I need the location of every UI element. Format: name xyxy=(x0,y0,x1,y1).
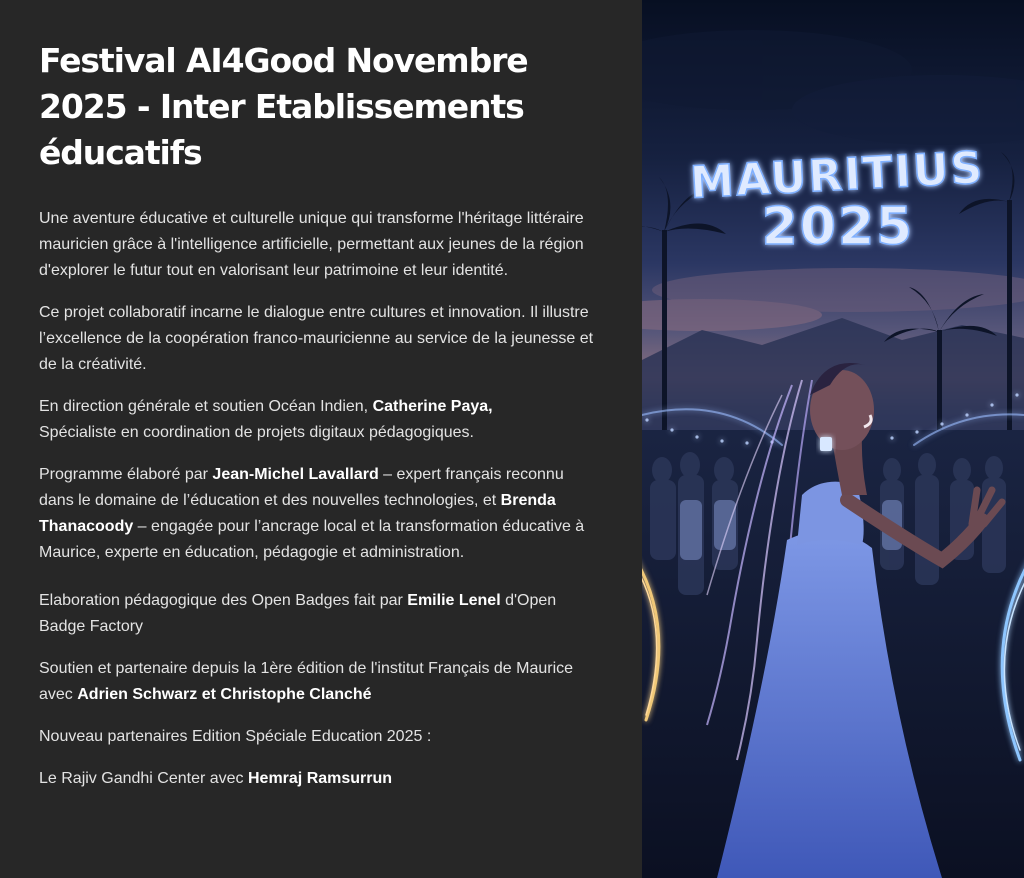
sign-line-1: MAURITIUS xyxy=(688,142,986,209)
programme-mid: – expert français reconnu dans le domaine de l’éducation et des nouvelles technologies, et xyxy=(39,466,564,509)
badges-paragraph xyxy=(39,588,602,640)
neon-sign xyxy=(689,142,986,257)
rajiv-paragraph xyxy=(39,766,602,792)
rajiv-prefix: Le Rajiv Gandhi Center avec xyxy=(39,770,248,787)
intro-paragraph: Une aventure éducative et culturelle unique qui transforme l'héritage littéraire mauricien grâce à l'intelligence artificielle, permettant aux jeunes de la région d'explorer le futur tout en valorisant leur patrimoine et leur identité. xyxy=(39,210,584,279)
institut-paragraph xyxy=(39,656,602,708)
direction-suffix: Spécialiste en coordination de projets digitaux pédagogiques. xyxy=(39,424,474,441)
institut-names: Adrien Schwarz et Christophe Clanché xyxy=(77,686,372,703)
badges-suffix: d'Open Badge Factory xyxy=(39,592,557,635)
programme-name-2: Brenda Thanacoody xyxy=(39,492,556,535)
sign-line-2: 2025 xyxy=(761,197,915,257)
institut-prefix: Soutien et partenaire depuis la 1ère édition de l'institut Français de Maurice avec xyxy=(39,660,574,703)
hero-image xyxy=(642,0,1024,878)
page-title: Festival AI4Good Novembre 2025 - Inter Etablissements éducatifs xyxy=(39,41,528,172)
new-partners-paragraph: Nouveau partenaires Edition Spéciale Education 2025 : xyxy=(39,728,432,745)
project-paragraph: Ce projet collaboratif incarne le dialogue entre cultures et innovation. Il illustre l’excellence de la coopération franco-mauricienne au service de la jeunesse et de la créativité. xyxy=(39,304,594,373)
programme-name-1: Jean-Michel Lavallard xyxy=(212,466,379,483)
direction-prefix: En direction générale et soutien Océan Indien, xyxy=(39,398,373,415)
hero-illustration xyxy=(642,0,1024,878)
badges-prefix: Elaboration pédagogique des Open Badges fait par xyxy=(39,592,408,609)
rajiv-name: Hemraj Ramsurrun xyxy=(248,770,393,787)
programme-prefix: Programme élaboré par xyxy=(39,466,213,483)
programme-paragraph xyxy=(39,462,602,566)
programme-suffix: – engagée pour l’ancrage local et la transformation éducative à Maurice, experte en éducation, pédagogie et administration. xyxy=(39,518,585,561)
direction-name: Catherine Paya, xyxy=(372,398,493,415)
direction-paragraph xyxy=(39,394,602,446)
badges-name: Emilie Lenel xyxy=(407,592,501,609)
